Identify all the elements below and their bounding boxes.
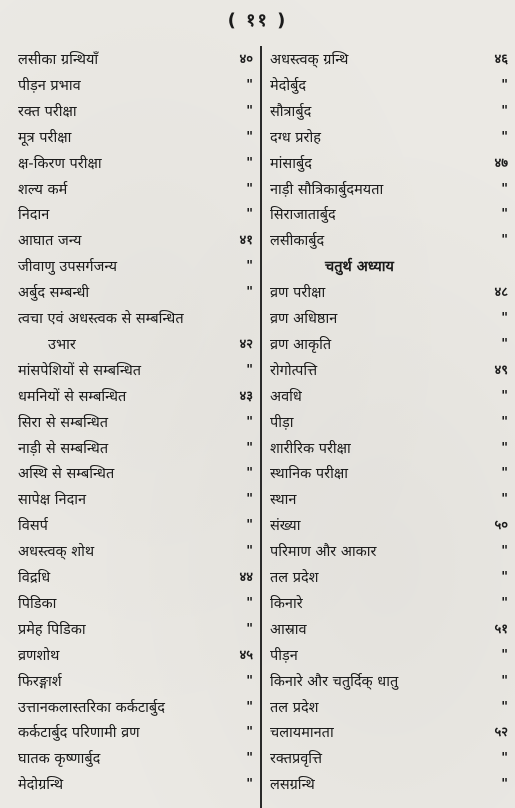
- entry-term: मांसार्बुद: [270, 155, 312, 172]
- entry-page-number: ": [501, 233, 508, 249]
- entry-page-number: ": [246, 181, 253, 197]
- entry-term: पीड़न: [270, 647, 298, 664]
- entry-page-number: ": [246, 207, 253, 223]
- index-entry: [270, 721, 508, 745]
- entry-term: तल प्रदेश: [270, 570, 319, 586]
- index-entry: [18, 566, 253, 590]
- entry-page-number: ५२: [494, 725, 508, 741]
- entry-page-number: ": [246, 595, 253, 611]
- entry-page-number: ": [501, 103, 508, 119]
- entry-term: रक्त परीक्षा: [18, 103, 77, 120]
- index-entry: [270, 644, 508, 668]
- entry-term: धमनियों से सम्बन्धित: [18, 388, 127, 405]
- index-entry: [18, 333, 253, 357]
- index-entry: [18, 514, 253, 538]
- index-entry: [18, 488, 253, 512]
- chapter-heading: [270, 255, 508, 279]
- entry-page-number: ": [501, 492, 508, 508]
- entry-page-number: ४२: [239, 336, 253, 352]
- index-entry: [18, 229, 253, 253]
- entry-term: फिरङ्गार्श: [18, 673, 62, 690]
- entry-term: निदान: [18, 207, 50, 224]
- entry-page-number: ५०: [494, 518, 508, 534]
- entry-term: अधस्त्वक् शोथ: [18, 544, 95, 561]
- entry-page-number: ": [501, 181, 508, 197]
- entry-term: परिमाण और आकार: [270, 544, 377, 561]
- entry-term: अधस्त्वक् ग्रन्थि: [270, 52, 349, 68]
- entry-page-number: ": [501, 414, 508, 430]
- entry-page-number: ": [246, 466, 253, 482]
- entry-term: शल्य कर्म: [18, 181, 68, 198]
- index-entry: [18, 100, 253, 124]
- entry-term: पीड़न प्रभाव: [18, 77, 81, 94]
- index-entry: [18, 618, 253, 642]
- entry-term: अर्बुद सम्बन्धी: [18, 285, 90, 302]
- index-entry: [18, 437, 253, 461]
- entry-page-number: ": [501, 207, 508, 223]
- index-entry: [18, 670, 253, 694]
- entry-page-number: ४६: [494, 52, 508, 67]
- entry-page-number: ": [501, 311, 508, 326]
- entry-term: घातक कृष्णार्बुद: [18, 751, 101, 768]
- entry-term: व्रण अधिष्ठान: [270, 311, 338, 327]
- entry-page-number: ४९: [494, 362, 508, 378]
- entry-page-number: ": [501, 466, 508, 482]
- entry-page-number: ": [246, 699, 253, 715]
- entry-term: कर्कटार्बुद परिणामी व्रण: [18, 725, 140, 742]
- index-entry: [270, 566, 508, 590]
- index-entry: [270, 203, 508, 227]
- entry-term: व्रण परीक्षा: [270, 285, 326, 302]
- index-entry: [18, 592, 253, 616]
- entry-term: तल प्रदेश: [270, 699, 319, 716]
- index-entry: [270, 462, 508, 486]
- index-entry: [270, 411, 508, 435]
- index-entry: [270, 126, 508, 150]
- entry-term: सिराजातार्बुद: [270, 207, 336, 224]
- entry-term: पीड़ा: [270, 414, 294, 431]
- entry-term: स्थानिक परीक्षा: [270, 466, 348, 483]
- index-entry: [270, 281, 508, 305]
- entry-page-number: ": [501, 647, 508, 663]
- entry-page-number: ": [501, 595, 508, 611]
- entry-term: विद्रधि: [18, 570, 51, 586]
- entry-term: मेदोग्रन्थि: [18, 777, 64, 794]
- entry-page-number: ४१: [239, 233, 253, 249]
- index-entry: [270, 540, 508, 564]
- entry-page-number: ४०: [239, 52, 253, 67]
- page-number: ( ११ ): [227, 10, 288, 31]
- entry-term: मांसपेशियों से सम्बन्धित: [18, 362, 142, 379]
- entry-term: स्थान: [270, 492, 297, 509]
- entry-page-number: ": [246, 518, 253, 534]
- index-entry: [18, 721, 253, 745]
- entry-term: अस्थि से सम्बन्धित: [18, 466, 115, 483]
- entry-term: रक्तप्रवृत्ति: [270, 751, 323, 768]
- index-entry: [270, 359, 508, 383]
- index-entry: [18, 203, 253, 227]
- entry-term: मेदोर्बुद: [270, 77, 307, 94]
- entry-page-number: ": [246, 155, 253, 171]
- index-entry: [270, 773, 508, 797]
- entry-term: किनारे और चतुर्दिक् धातु: [270, 673, 399, 690]
- index-entry: [270, 229, 508, 253]
- entry-term: व्रणशोथ: [18, 647, 60, 664]
- entry-page-number: ४४: [239, 570, 253, 585]
- index-entry: [270, 437, 508, 461]
- entry-term: रोगोत्पत्ति: [270, 362, 318, 379]
- index-entry: [18, 307, 253, 331]
- index-entry: [18, 281, 253, 305]
- index-entry: [270, 333, 508, 357]
- entry-page-number: ": [246, 414, 253, 430]
- entry-page-number: ": [501, 751, 508, 767]
- entry-page-number: ४५: [239, 647, 253, 663]
- entry-term: उत्तानकलास्तरिका कर्कटार्बुद: [18, 699, 165, 716]
- entry-term: उभार: [48, 336, 76, 353]
- entry-page-number: ": [246, 673, 253, 689]
- index-entry: [18, 126, 253, 150]
- entry-term: मूत्र परीक्षा: [18, 129, 72, 146]
- entry-term: क्ष-किरण परीक्षा: [18, 155, 102, 172]
- index-entry: [18, 540, 253, 564]
- index-entry: [270, 152, 508, 176]
- entry-page-number: ": [246, 259, 253, 275]
- index-entry: [270, 696, 508, 720]
- entry-page-number: ": [246, 492, 253, 508]
- entry-page-number: ": [246, 621, 253, 637]
- index-entry: [18, 644, 253, 668]
- index-entry: [270, 48, 508, 72]
- entry-page-number: ": [246, 362, 253, 378]
- entry-page-number: ": [246, 103, 253, 119]
- entry-term: आघात जन्य: [18, 233, 82, 250]
- entry-term: जीवाणु उपसर्गजन्य: [18, 259, 118, 276]
- index-entry: [18, 178, 253, 202]
- index-entry: [270, 178, 508, 202]
- index-entry: [18, 359, 253, 383]
- entry-page-number: ": [246, 285, 253, 301]
- entry-page-number: ": [246, 440, 253, 456]
- index-entry: [18, 747, 253, 771]
- index-entry: [270, 100, 508, 124]
- index-entry: [270, 592, 508, 616]
- entry-term: चतुर्थ अध्याय: [325, 259, 394, 276]
- entry-page-number: ": [246, 725, 253, 741]
- entry-term: नाड़ी से सम्बन्धित: [18, 440, 109, 457]
- index-entry: [18, 462, 253, 486]
- index-entry: [18, 255, 253, 279]
- index-entry: [270, 74, 508, 98]
- index-entry: [18, 74, 253, 98]
- entry-term: प्रमेह पिडिका: [18, 621, 86, 638]
- entry-term: चलायमानता: [270, 725, 334, 742]
- index-entry: [18, 411, 253, 435]
- entry-term: त्वचा एवं अधस्त्वक से सम्बन्धित: [18, 311, 184, 327]
- index-entry: [18, 385, 253, 409]
- entry-page-number: ४३: [239, 388, 253, 404]
- entry-page-number: ": [501, 777, 508, 793]
- entry-term: नाड़ी सौत्रिकार्बुदमयता: [270, 181, 384, 198]
- entry-page-number: ": [501, 388, 508, 404]
- right-column: [270, 48, 508, 808]
- index-entry: [270, 385, 508, 409]
- entry-page-number: ": [501, 440, 508, 456]
- index-entry: [270, 307, 508, 331]
- entry-term: आस्राव: [270, 621, 307, 638]
- entry-term: सापेक्ष निदान: [18, 492, 87, 509]
- entry-term: सिरा से सम्बन्धित: [18, 414, 109, 431]
- entry-term: सौत्रार्बुद: [270, 103, 312, 120]
- entry-term: संख्या: [270, 518, 301, 535]
- entry-page-number: ": [246, 544, 253, 560]
- entry-term: विसर्प: [18, 518, 48, 535]
- entry-page-number: ": [246, 77, 253, 93]
- column-divider: [260, 46, 262, 808]
- entry-term: लसीकार्बुद: [270, 233, 325, 250]
- entry-page-number: ": [246, 129, 253, 145]
- left-column: [18, 48, 253, 808]
- index-entry: [18, 696, 253, 720]
- entry-term: किनारे: [270, 595, 303, 612]
- entry-page-number: ": [501, 570, 508, 585]
- entry-page-number: ": [501, 699, 508, 715]
- entry-page-number: ": [501, 336, 508, 352]
- entry-term: शारीरिक परीक्षा: [270, 440, 351, 457]
- index-entry: [270, 514, 508, 538]
- index-entry: [270, 747, 508, 771]
- entry-page-number: ४८: [494, 285, 508, 301]
- entry-page-number: ": [501, 544, 508, 560]
- entry-term: पिडिका: [18, 595, 57, 612]
- index-entry: [18, 152, 253, 176]
- entry-term: दग्ध प्ररोह: [270, 129, 321, 146]
- index-entry: [270, 618, 508, 642]
- index-entry: [270, 488, 508, 512]
- entry-page-number: ": [501, 673, 508, 689]
- entry-term: लसग्रन्थि: [270, 777, 315, 794]
- index-entry: [18, 48, 253, 72]
- entry-page-number: ५१: [494, 621, 508, 637]
- entry-term: लसीका ग्रन्थियाँ: [18, 52, 99, 68]
- entry-term: अवधि: [270, 388, 302, 405]
- entry-page-number: ४७: [494, 155, 508, 171]
- index-entry: [270, 670, 508, 694]
- entry-page-number: ": [246, 751, 253, 767]
- entry-page-number: ": [501, 129, 508, 145]
- entry-page-number: ": [246, 777, 253, 793]
- index-entry: [18, 773, 253, 797]
- entry-term: व्रण आकृति: [270, 336, 332, 353]
- entry-page-number: ": [501, 77, 508, 93]
